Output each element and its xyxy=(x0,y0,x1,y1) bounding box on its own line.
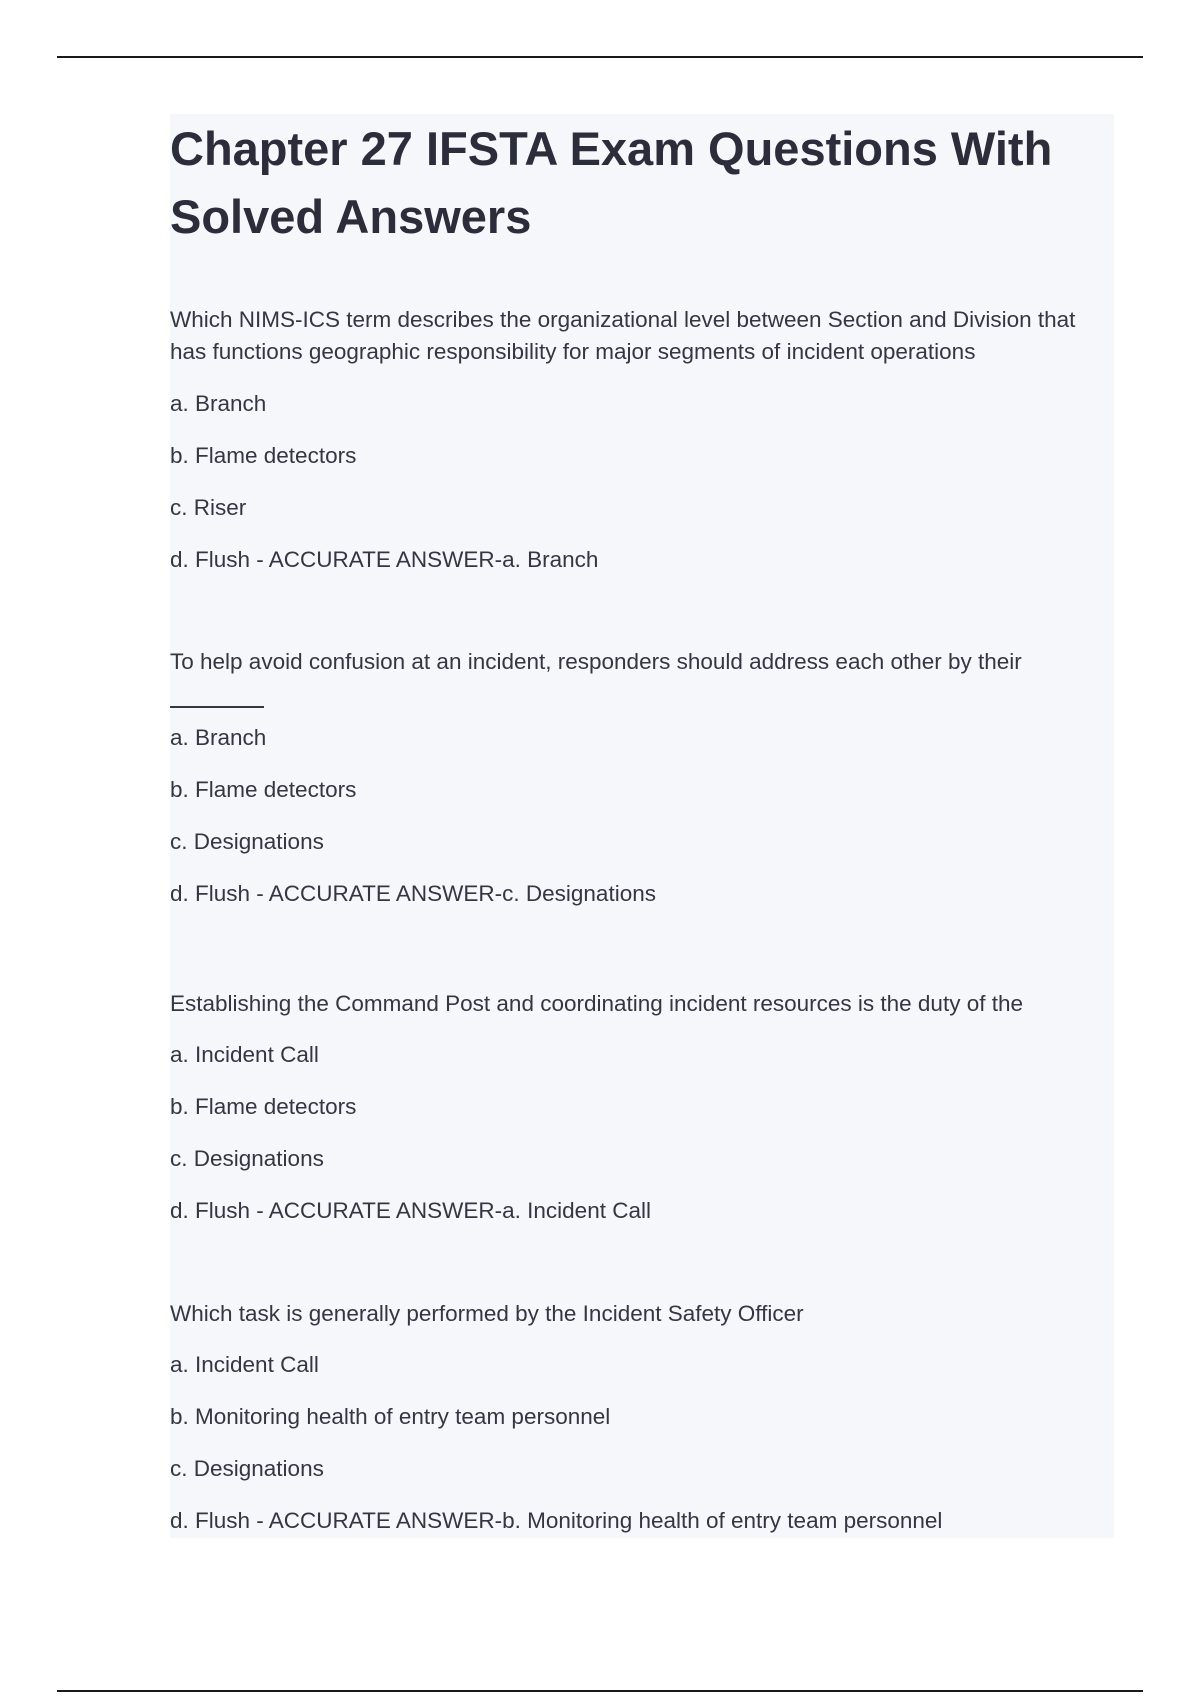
answer-option-with-answer: d. Flush - ACCURATE ANSWER-a. Incident Call xyxy=(170,1198,651,1223)
footer-rule xyxy=(57,1690,1143,1692)
answer-option: a. Branch xyxy=(170,391,267,416)
question-block-4 xyxy=(170,1298,1114,1557)
answer-option: a. Incident Call xyxy=(170,1042,319,1067)
answer-option: b. Flame detectors xyxy=(170,777,357,802)
answer-option: a. Branch xyxy=(170,725,267,750)
answer-option: c. Designations xyxy=(170,829,324,854)
answer-option-with-answer: d. Flush - ACCURATE ANSWER-a. Branch xyxy=(170,547,599,572)
question-block-1 xyxy=(170,304,1114,596)
answer-option: a. Incident Call xyxy=(170,1352,319,1377)
answer-option: b. Monitoring health of entry team personnel xyxy=(170,1404,611,1429)
question-block-2 xyxy=(170,646,1114,930)
document-body xyxy=(170,114,1114,1538)
answer-option: c. Designations xyxy=(170,1456,324,1481)
question-text: Which NIMS-ICS term describes the organizational level between Section and Division that has functions geographic responsibility for major segments of incident operations xyxy=(170,307,1076,364)
question-text: To help avoid confusion at an incident, responders should address each other by their xyxy=(170,649,1022,674)
answer-option: b. Flame detectors xyxy=(170,1094,357,1119)
answer-option-with-answer: d. Flush - ACCURATE ANSWER-c. Designations xyxy=(170,881,656,906)
fill-in-blank-line xyxy=(170,706,264,708)
answer-option: b. Flame detectors xyxy=(170,443,357,468)
question-block-3 xyxy=(170,988,1114,1247)
document-title: Chapter 27 IFSTA Exam Questions With Solved Answers xyxy=(170,122,1053,243)
question-text: Which task is generally performed by the Incident Safety Officer xyxy=(170,1301,804,1326)
question-text: Establishing the Command Post and coordinating incident resources is the duty of the xyxy=(170,991,1023,1016)
answer-option: c. Designations xyxy=(170,1146,324,1171)
question-text-wrap xyxy=(170,646,1114,710)
header-rule xyxy=(57,56,1143,58)
answer-option: c. Riser xyxy=(170,495,247,520)
answer-option-with-answer: d. Flush - ACCURATE ANSWER-b. Monitoring health of entry team personnel xyxy=(170,1508,943,1533)
